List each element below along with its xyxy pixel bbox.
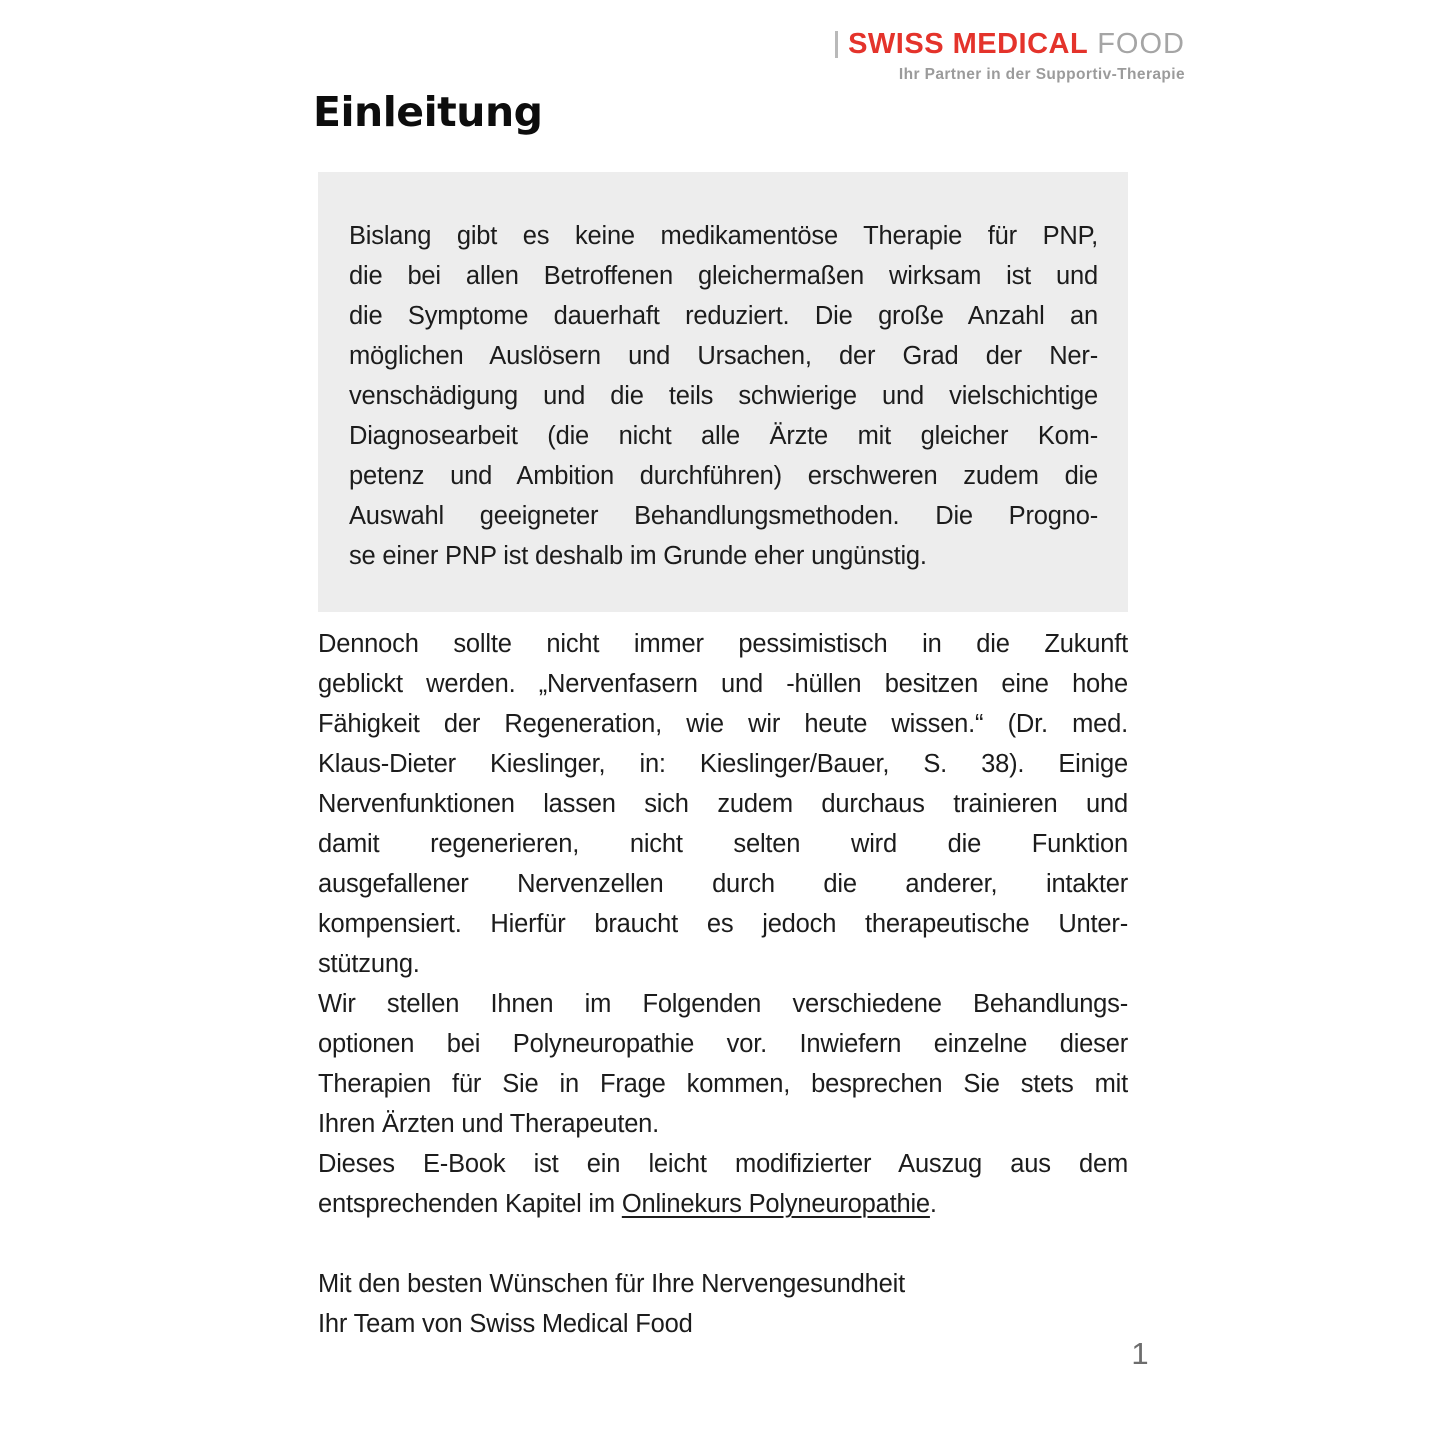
paragraph-behandlungsoptionen [318, 984, 1128, 1144]
body-line: Dennoch sollte nicht immer pessimistisch in die Zukunft [318, 630, 1128, 658]
quote-line: die Symptome dauerhaft reduziert. Die große Anzahl an [349, 302, 1098, 330]
body-line: Klaus-Dieter Kieslinger, in: Kieslinger/Bauer, S. 38). Einige [318, 750, 1128, 778]
brand-name-secondary: FOOD [1097, 28, 1185, 60]
body-line: geblickt werden. „Nervenfasern und -hüllen besitzen eine hohe [318, 670, 1128, 698]
body-line: Nervenfunktionen lassen sich zudem durchaus trainieren und [318, 790, 1128, 818]
quote-line: möglichen Auslösern und Ursachen, der Grad der Ner- [349, 342, 1098, 370]
brand-logo-wordmark [835, 28, 1185, 61]
body-line: kompensiert. Hierfür braucht es jedoch therapeutische Unter- [318, 910, 1128, 938]
brand-logo [835, 28, 1185, 84]
onlinekurs-polyneuropathie-link[interactable]: Onlinekurs Polyneuropathie [621, 1190, 930, 1218]
page-number: 1 [1131, 1336, 1149, 1371]
quote-line: Bislang gibt es keine medikamentöse Therapie für PNP, [349, 222, 1098, 250]
closing-wishes-line: Mit den besten Wünschen für Ihre Nervengesundheit [318, 1270, 905, 1298]
closing-signature [318, 1264, 1128, 1344]
paragraph-ebook-hinweis [318, 1144, 1128, 1224]
quote-line: se einer PNP ist deshalb im Grunde eher ungünstig. [349, 542, 927, 570]
quote-line: venschädigung und die teils schwierige und vielschichtige [349, 382, 1098, 410]
highlight-box [318, 172, 1128, 612]
quote-line: Diagnosearbeit (die nicht alle Ärzte mit gleicher Kom- [349, 422, 1098, 450]
body-line: damit regenerieren, nicht selten wird die Funktion [318, 830, 1128, 858]
body-line: optionen bei Polyneuropathie vor. Inwiefern einzelne dieser [318, 1030, 1128, 1058]
quote-line: Auswahl geeigneter Behandlungsmethoden. Die Progno- [349, 502, 1098, 530]
body-line-with-link [318, 1184, 1128, 1224]
body-line: stützung. [318, 950, 420, 978]
body-line: Wir stellen Ihnen im Folgenden verschiedene Behandlungs- [318, 990, 1128, 1018]
body-line: ausgefallener Nervenzellen durch die anderer, intakter [318, 870, 1128, 898]
link-prefix-text: entsprechenden Kapitel im [318, 1190, 622, 1218]
quote-line: die bei allen Betroffenen gleichermaßen wirksam ist und [349, 262, 1098, 290]
body-text [318, 624, 1128, 1344]
brand-tagline: Ihr Partner in der Supportiv-Therapie [898, 66, 1185, 83]
closing-team-line: Ihr Team von Swiss Medical Food [318, 1310, 693, 1338]
body-line: Dieses E-Book ist ein leicht modifizierter Auszug aus dem [318, 1150, 1128, 1178]
paragraph-regeneration [318, 624, 1128, 984]
logo-divider-bar [835, 31, 838, 58]
page-title: Einleitung [313, 88, 543, 136]
quote-line: petenz und Ambition durchführen) erschweren zudem die [349, 462, 1098, 490]
link-suffix-text: . [929, 1190, 937, 1218]
brand-name-primary: SWISS MEDICAL [848, 28, 1089, 60]
body-line: Ihren Ärzten und Therapeuten. [318, 1110, 660, 1138]
body-line: Therapien für Sie in Frage kommen, besprechen Sie stets mit [318, 1070, 1128, 1098]
body-line: Fähigkeit der Regeneration, wie wir heute wissen.“ (Dr. med. [318, 710, 1128, 738]
